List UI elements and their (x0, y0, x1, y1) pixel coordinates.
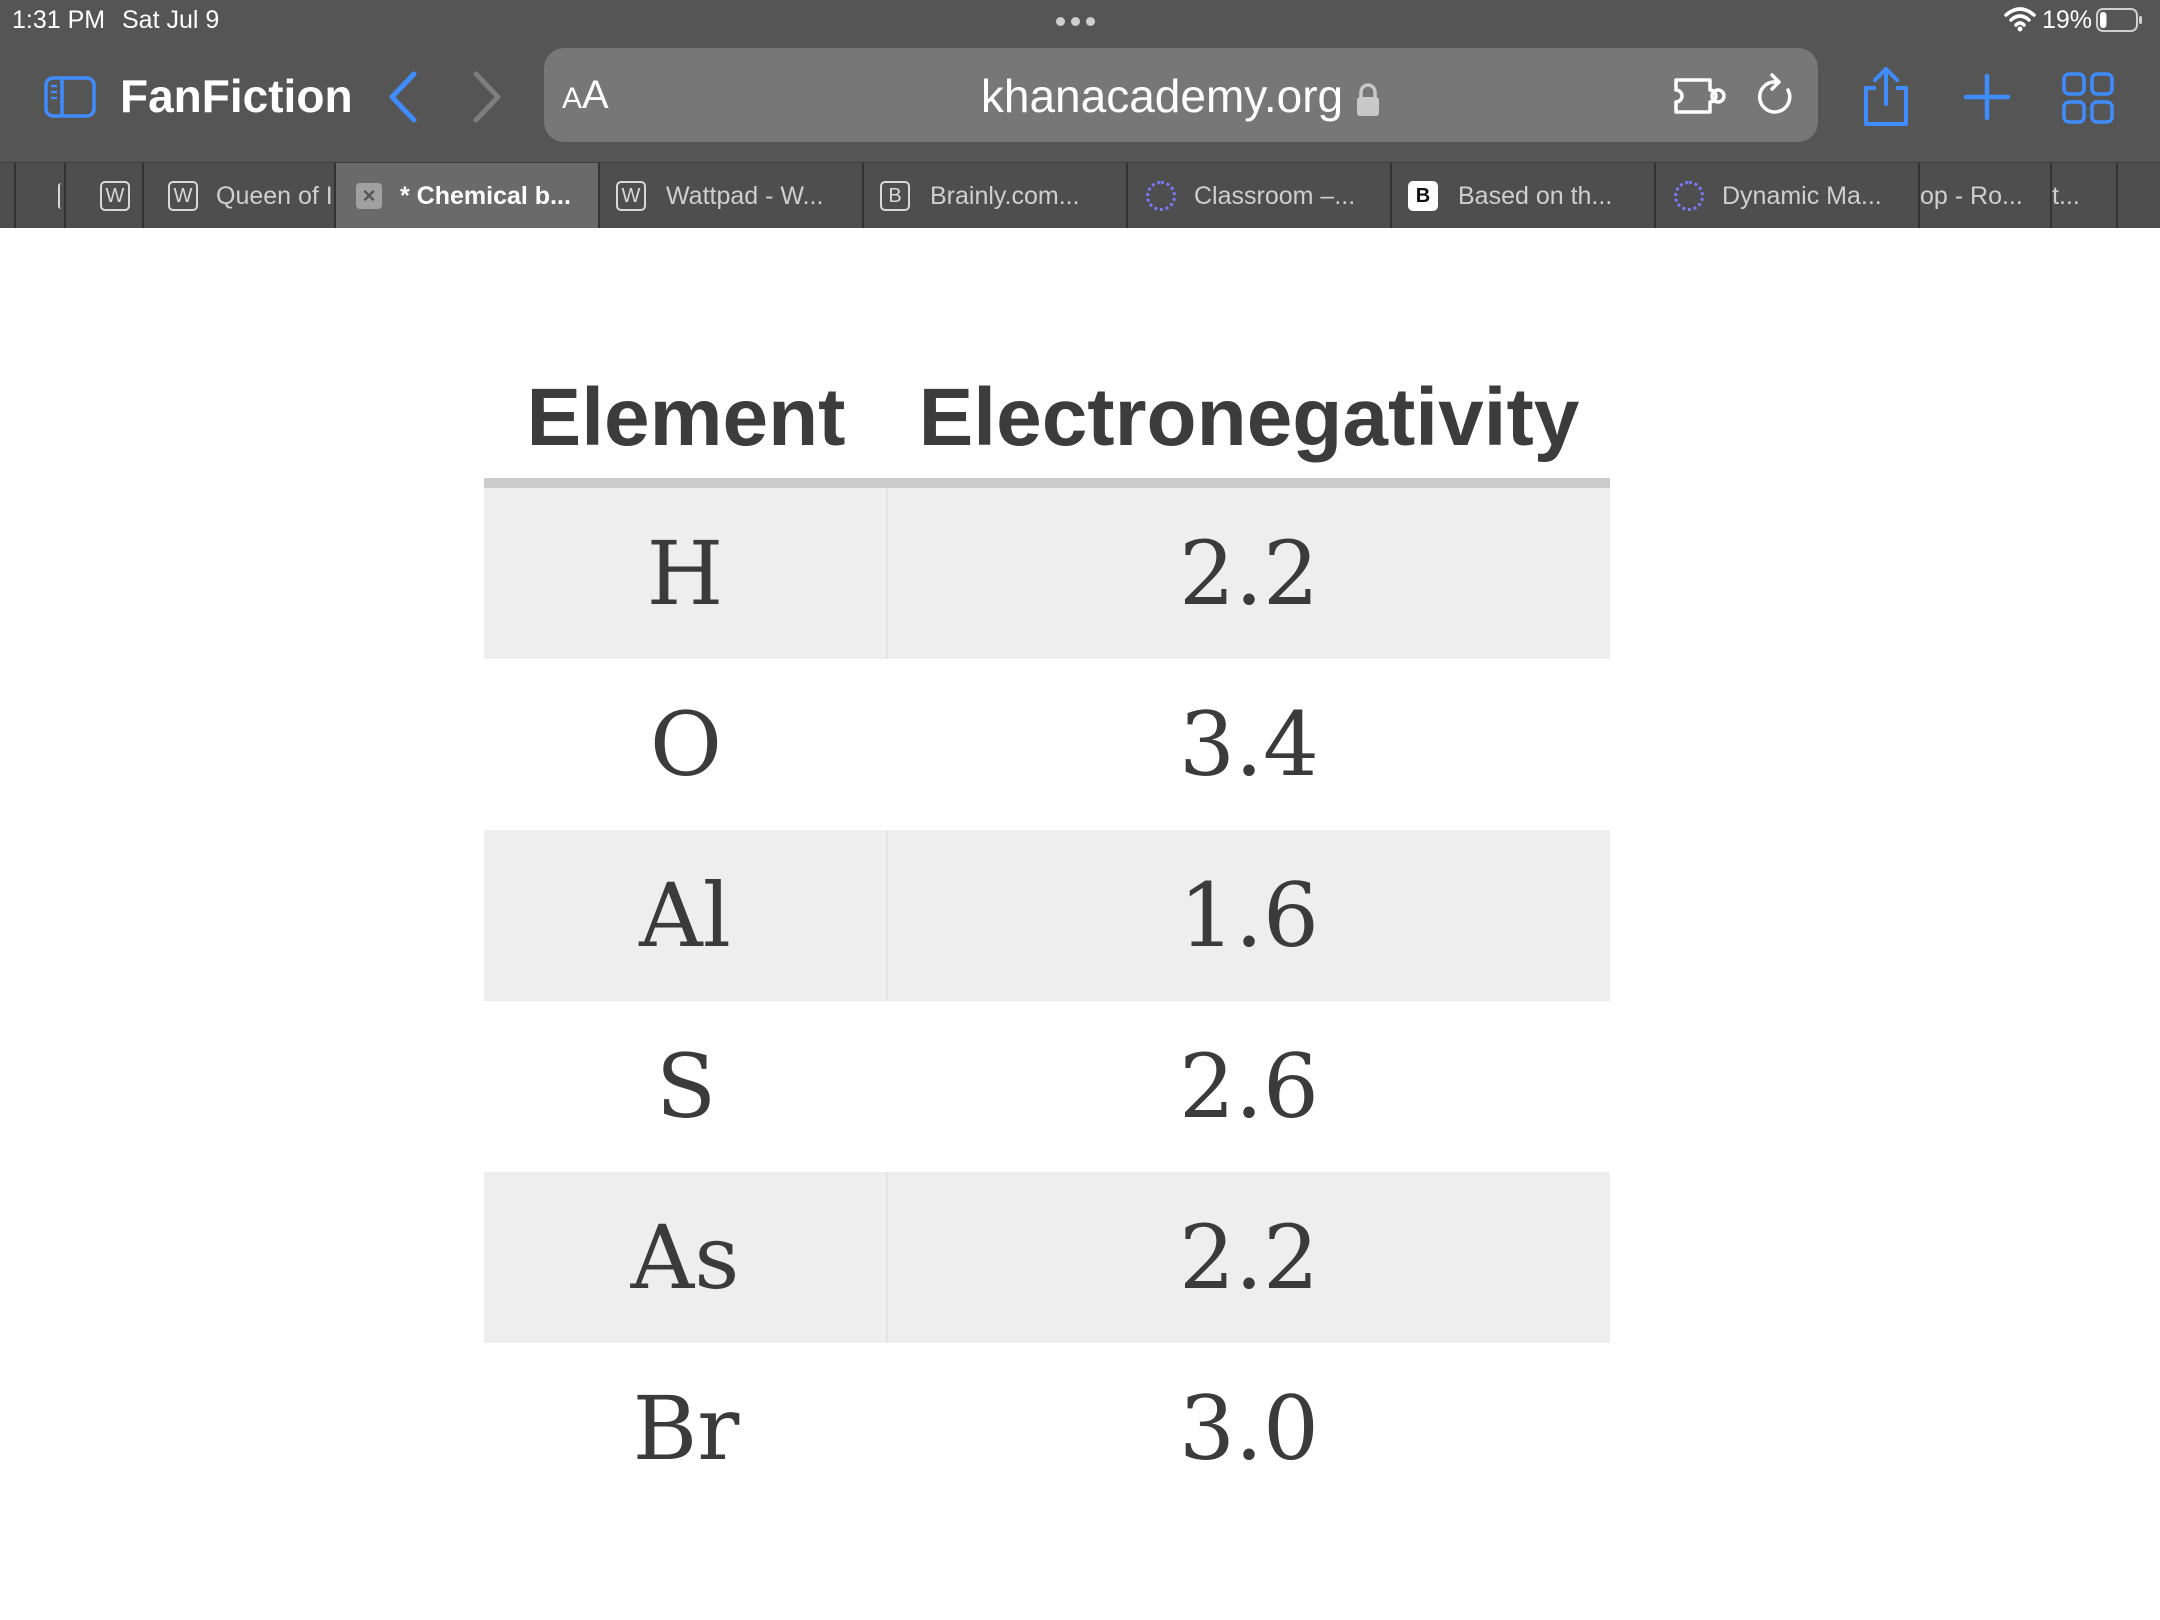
w-icon: W (168, 181, 198, 211)
electronegativity-cell: 2.2 (1179, 1206, 1319, 1309)
sidebar-toggle-icon[interactable] (44, 74, 96, 120)
column-header-electronegativity: Electronegativity (918, 372, 1580, 463)
multitasking-dots-icon[interactable] (1056, 12, 1095, 32)
status-date: Sat Jul 9 (122, 6, 220, 34)
loading-icon (1674, 181, 1704, 211)
extension-puzzle-icon[interactable] (1672, 70, 1728, 120)
table-header (484, 358, 1610, 488)
w-icon: W (616, 181, 646, 211)
tab-edge-right (2116, 163, 2160, 229)
element-cell: Br (632, 1377, 740, 1480)
loading-icon (1146, 181, 1176, 211)
element-cell: H (484, 488, 888, 659)
table-row (484, 488, 1610, 659)
forward-chevron-icon[interactable] (466, 68, 506, 126)
electronegativity-cell: 2.2 (1179, 522, 1319, 625)
tab-chemical-bonds[interactable]: × * Chemical b... (334, 163, 598, 229)
electronegativity-cell: 3.0 (1179, 1377, 1319, 1480)
tab-wattpad-pinned[interactable] (64, 163, 142, 229)
element-cell: As (484, 1172, 888, 1343)
battery-icon (2096, 8, 2144, 32)
status-time: 1:31 PM (12, 6, 106, 34)
browser-toolbar (0, 44, 2160, 162)
element-cell: S (655, 1035, 717, 1138)
tab-overview-icon[interactable] (2062, 72, 2114, 124)
tab-partial[interactable] (14, 163, 64, 229)
close-icon[interactable]: × (356, 183, 382, 209)
share-icon[interactable] (1860, 66, 1912, 128)
tab-op-ro[interactable]: op - Ro... (1918, 163, 2050, 229)
back-chevron-icon[interactable] (384, 68, 424, 126)
table-row (484, 1343, 1610, 1514)
reload-icon[interactable] (1754, 72, 1798, 120)
table-row (484, 1001, 1610, 1172)
tab-dynamic[interactable]: Dynamic Ma... (1654, 163, 1918, 229)
page-content (0, 228, 2160, 1620)
wifi-icon (2004, 6, 2036, 32)
url-display[interactable] (544, 68, 1818, 124)
tab-t[interactable]: t... (2050, 163, 2116, 229)
element-cell: O (649, 693, 723, 796)
tab-wattpad[interactable]: W Wattpad - W... (598, 163, 862, 229)
tab-queen-of[interactable]: W Queen of I (142, 163, 334, 229)
b-icon: B (880, 181, 910, 211)
lock-icon (1355, 82, 1381, 118)
electronegativity-cell: 1.6 (1179, 864, 1319, 967)
battery-percent: 19% (2042, 6, 2093, 34)
reader-options-button[interactable]: AA (562, 73, 609, 117)
table-row (484, 830, 1610, 1001)
table-row (484, 659, 1610, 830)
tab-group-title[interactable]: FanFiction (120, 70, 353, 122)
electronegativity-cell: 2.6 (1179, 1035, 1319, 1138)
url-text: khanacademy.org (980, 70, 1344, 122)
column-header-element: Element (526, 372, 846, 463)
electronegativity-table (484, 358, 1610, 1514)
tab-classroom[interactable]: Classroom –... (1126, 163, 1390, 229)
address-bar[interactable] (544, 48, 1818, 142)
b-icon: B (1408, 181, 1438, 211)
element-cell: Al (484, 830, 888, 1001)
electronegativity-cell: 3.4 (1179, 693, 1319, 796)
tab-brainly[interactable]: B Brainly.com... (862, 163, 1126, 229)
table-row (484, 1172, 1610, 1343)
tab-strip (0, 162, 2160, 230)
tab-based-on[interactable]: B Based on th... (1390, 163, 1654, 229)
status-bar (0, 0, 2160, 44)
new-tab-plus-icon[interactable] (1962, 72, 2012, 122)
w-icon: W (100, 181, 130, 211)
